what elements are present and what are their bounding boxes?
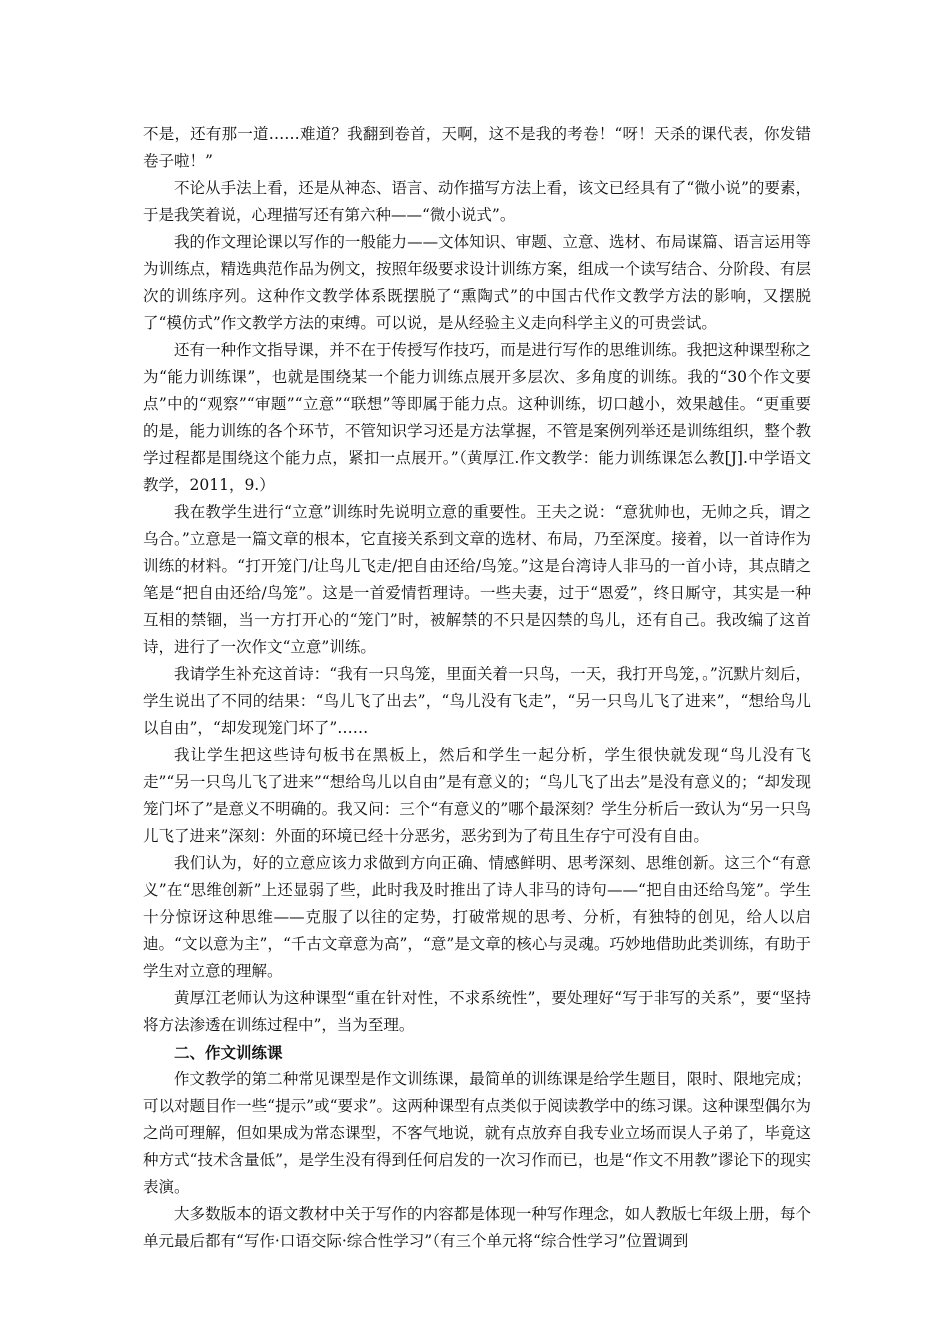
paragraph-ability-training: 还有一种作文指导课，并不在于传授写作技巧，而是进行写作的思维训练。我把这种课型称之为“能力训练课”，也就是围绕某一个能力训练点展开多层次、多角度的训练。我的“30个作文要点”中的“观察”“审题”“立意”“联想”等即属于能力点。这种训练，切口越小，效果越佳。“更重要的是，能力训练的各个环节，不管知识学习还是方法掌握，不管是案例列举还是训练组织，整个教学过程都是围绕这个能力点，紧扣一点展开。”（黄厚江.作文教学：能力训练课怎么教[J].中学语文教学，2011，9.） (143, 341, 811, 494)
paragraph-micro-novel: 不论从手法上看，还是从神态、语言、动作描写方法上看，该文已经具有了“微小说”的要素，于是我笑着说，心理描写还有第六种——“微小说式”。 (143, 179, 811, 224)
paragraph-huang-view: 黄厚江老师认为这种课型“重在针对性，不求系统性”，要处理好“写于非写的关系”，要“坚持将方法渗透在训练过程中”，当为至理。 (143, 989, 811, 1034)
document-page (143, 121, 811, 1255)
section-heading: 二、作文训练课 (174, 1043, 283, 1062)
paragraph-poem-completion: 我请学生补充这首诗：“我有一只鸟笼，里面关着一只鸟，一天，我打开鸟笼，。”沉默片刻后，学生说出了不同的结果：“鸟儿飞了出去”，“鸟儿没有飞走”，“另一只鸟儿飞了进来”，“想给鸟儿以自由”，“却发现笼门坏了”…… (143, 665, 811, 737)
paragraph-intent-training: 我在教学生进行“立意”训练时先说明立意的重要性。王夫之说：“意犹帅也，无帅之兵，谓之乌合。”立意是一篇文章的根本，它直接关系到文章的选材、布局，乃至深度。接着，以一首诗作为训练的材料。“打开笼门/让鸟儿飞走/把自由还给/鸟笼。”这是台湾诗人非马的一首小诗，其点睛之笔是“把自由还给/鸟笼”。这是一首爱情哲理诗。一些夫妻，过于“恩爱”，终日厮守，其实是一种互相的禁锢，当一方打开心的“笼门”时，被解禁的不只是囚禁的鸟儿，还有自己。我改编了这首诗，进行了一次作文“立意”训练。 (143, 503, 811, 656)
paragraph-textbook-content: 大多数版本的语文教材中关于写作的内容都是体现一种写作理念，如人教版七年级上册，每个单元最后都有“写作·口语交际·综合性学习”（有三个单元将“综合性学习”位置调到 (143, 1205, 811, 1250)
paragraph-practice-course: 作文教学的第二种常见课型是作文训练课，最简单的训练课是给学生题目，限时、限地完成；可以对题目作一些“提示”或“要求”。这两种课型有点类似于阅读教学中的练习课。这种课型偶尔为之尚可理解，但如果成为常态课型，不客气地说，就有点放弃自我专业立场而误人子弟了，毕竟这种方式“技术含量低”，是学生没有得到任何启发的一次习作而已，也是“作文不用教”谬论下的现实表演。 (143, 1070, 811, 1196)
paragraph-blackboard-analysis: 我让学生把这些诗句板书在黑板上，然后和学生一起分析，学生很快就发现“鸟儿没有飞走”“另一只鸟儿飞了进来”“想给鸟儿以自由”是有意义的；“鸟儿飞了出去”是没有意义的；“却发现笼门坏了”是意义不明确的。我又问：三个“有意义的”哪个最深刻？学生分析后一致认为“另一只鸟儿飞了进来”深刻：外面的环境已经十分恶劣，恶劣到为了苟且生存宁可没有自由。 (143, 746, 811, 845)
paragraph-continuation: 不是，还有那一道……难道？我翻到卷首，天啊，这不是我的考卷！“呀！天杀的课代表，你发错卷子啦！” (143, 125, 811, 170)
paragraph-good-intent: 我们认为，好的立意应该力求做到方向正确、情感鲜明、思考深刻、思维创新。这三个“有意义”在“思维创新”上还显弱了些，此时我及时推出了诗人非马的诗句——“把自由还给鸟笼”。学生十分惊讶这种思维——克服了以往的定势，打破常规的思考、分析，有独特的创见，给人以启迪。“文以意为主”，“千古文章意为高”，“意”是文章的核心与灵魂。巧妙地借助此类训练，有助于学生对立意的理解。 (143, 854, 811, 980)
paragraph-theory-course: 我的作文理论课以写作的一般能力——文体知识、审题、立意、选材、布局谋篇、语言运用等为训练点，精选典范作品为例文，按照年级要求设计训练方案，组成一个读写结合、分阶段、有层次的训练序列。这种作文教学体系既摆脱了“熏陶式”的中国古代作文教学方法的影响，又摆脱了“模仿式”作文教学方法的束缚。可以说，是从经验主义走向科学主义的可贵尝试。 (143, 233, 811, 332)
